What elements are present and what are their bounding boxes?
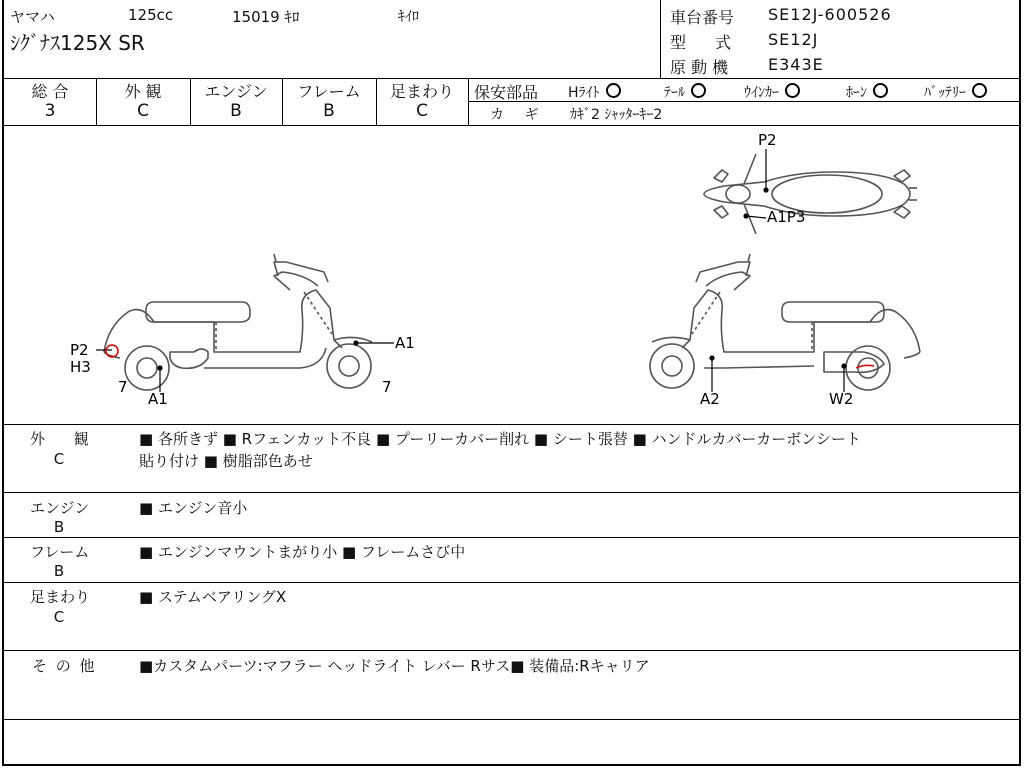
diagram-label: 7 — [118, 378, 128, 396]
safety-item-horn: ﾎｰﾝ — [846, 82, 888, 102]
remark-exterior-label: 外 観 — [30, 430, 89, 448]
ok-circle-icon — [606, 83, 621, 98]
model-name: ｼｸﾞﾅｽ125X SR — [10, 31, 145, 55]
remark-frame-label: フレーム — [30, 543, 90, 561]
diagram-label: P2 — [758, 131, 777, 149]
remark-suspension-label: 足まわり — [30, 588, 91, 606]
remark-exterior-text: ■ 各所きず ■ Rフェンカット不良 ■ プーリーカバー削れ ■ シート張替 ■ ハンドルカバーカーボンシート — [139, 430, 861, 448]
safety-parts-label: 保安部品 — [474, 83, 539, 102]
ok-circle-icon — [785, 83, 800, 98]
remark-other-label: そ の 他 — [32, 657, 95, 675]
diagram-label: W2 — [829, 390, 854, 408]
grade-total-value: 3 — [44, 101, 56, 121]
grade-engine-label: エンジン — [204, 82, 268, 101]
remark-engine-grade: B — [53, 518, 65, 536]
grade-exterior-value: C — [137, 101, 149, 121]
ok-circle-icon — [873, 83, 888, 98]
frame-no: SE12J-600526 — [768, 5, 892, 24]
remark-exterior-grade: C — [53, 450, 65, 468]
type-label: 型 式 — [670, 33, 732, 52]
remark-suspension-grade: C — [53, 608, 65, 626]
grade-suspension-value: C — [416, 101, 428, 121]
grade-frame-label: フレーム — [297, 82, 361, 101]
diagram-label: 7 — [382, 378, 392, 396]
safety-item-headlight: Hﾗｲﾄ — [568, 82, 621, 102]
diagram-label: A1 — [395, 334, 415, 352]
diagram-label: A1 — [148, 390, 168, 408]
ok-circle-icon — [691, 83, 706, 98]
grade-engine-value: B — [230, 101, 242, 121]
safety-item-winker: ｳｲﾝｶｰ — [744, 82, 800, 102]
type-value: SE12J — [768, 30, 819, 49]
inspection-sheet — [2, 0, 1021, 766]
grade-frame-value: B — [323, 101, 335, 121]
safety-item-battery: ﾊﾞｯﾃﾘｰ — [924, 82, 987, 102]
remark-frame-text: ■ エンジンマウントまがり小 ■ フレームさび中 — [139, 543, 466, 561]
diagram-label: H3 — [70, 358, 91, 376]
remark-frame-grade: B — [53, 562, 65, 580]
damage-mark-icon — [106, 345, 118, 357]
diagram-label: P2 — [70, 341, 89, 359]
scooter-diagram — [4, 126, 1021, 424]
grade-total-label: 総 合 — [31, 82, 69, 101]
safety-item-tail: ﾃｰﾙ — [664, 82, 706, 102]
maker: ヤマハ — [10, 8, 55, 26]
engine-model-value: E343E — [768, 55, 824, 74]
top-view-scooter — [704, 154, 917, 234]
remark-engine-label: エンジン — [30, 499, 90, 517]
diagram-label: A1P3 — [767, 208, 806, 226]
right-side-view-scooter — [650, 254, 920, 390]
remark-suspension-text: ■ ステムベアリングX — [139, 588, 287, 606]
mileage-unit: ｷｲﾛ — [398, 9, 419, 25]
remark-other-text: ■カスタムパーツ:マフラー ヘッドライト レバー Rサス■ 装備品:Rキャリア — [139, 657, 650, 675]
remark-engine-text: ■ エンジン音小 — [139, 499, 248, 517]
remark-exterior-text-2: 貼り付け ■ 樹脂部色あせ — [139, 452, 313, 470]
mileage: 15019 ｷﾛ — [232, 8, 300, 26]
ok-circle-icon — [972, 83, 987, 98]
engine-model-label: 原 動 機 — [670, 58, 729, 77]
displacement: 125cc — [128, 6, 174, 24]
left-side-view-scooter — [104, 254, 372, 390]
key-value: ｶｷﾞ2 ｼｬｯﾀｰｷｰ2 — [570, 107, 663, 123]
diagram-label: A2 — [700, 390, 720, 408]
grade-suspension-label: 足まわり — [389, 82, 454, 101]
key-label: カ ギ — [490, 107, 539, 123]
frame-no-label: 車台番号 — [670, 8, 735, 27]
grade-exterior-label: 外 観 — [124, 82, 162, 101]
